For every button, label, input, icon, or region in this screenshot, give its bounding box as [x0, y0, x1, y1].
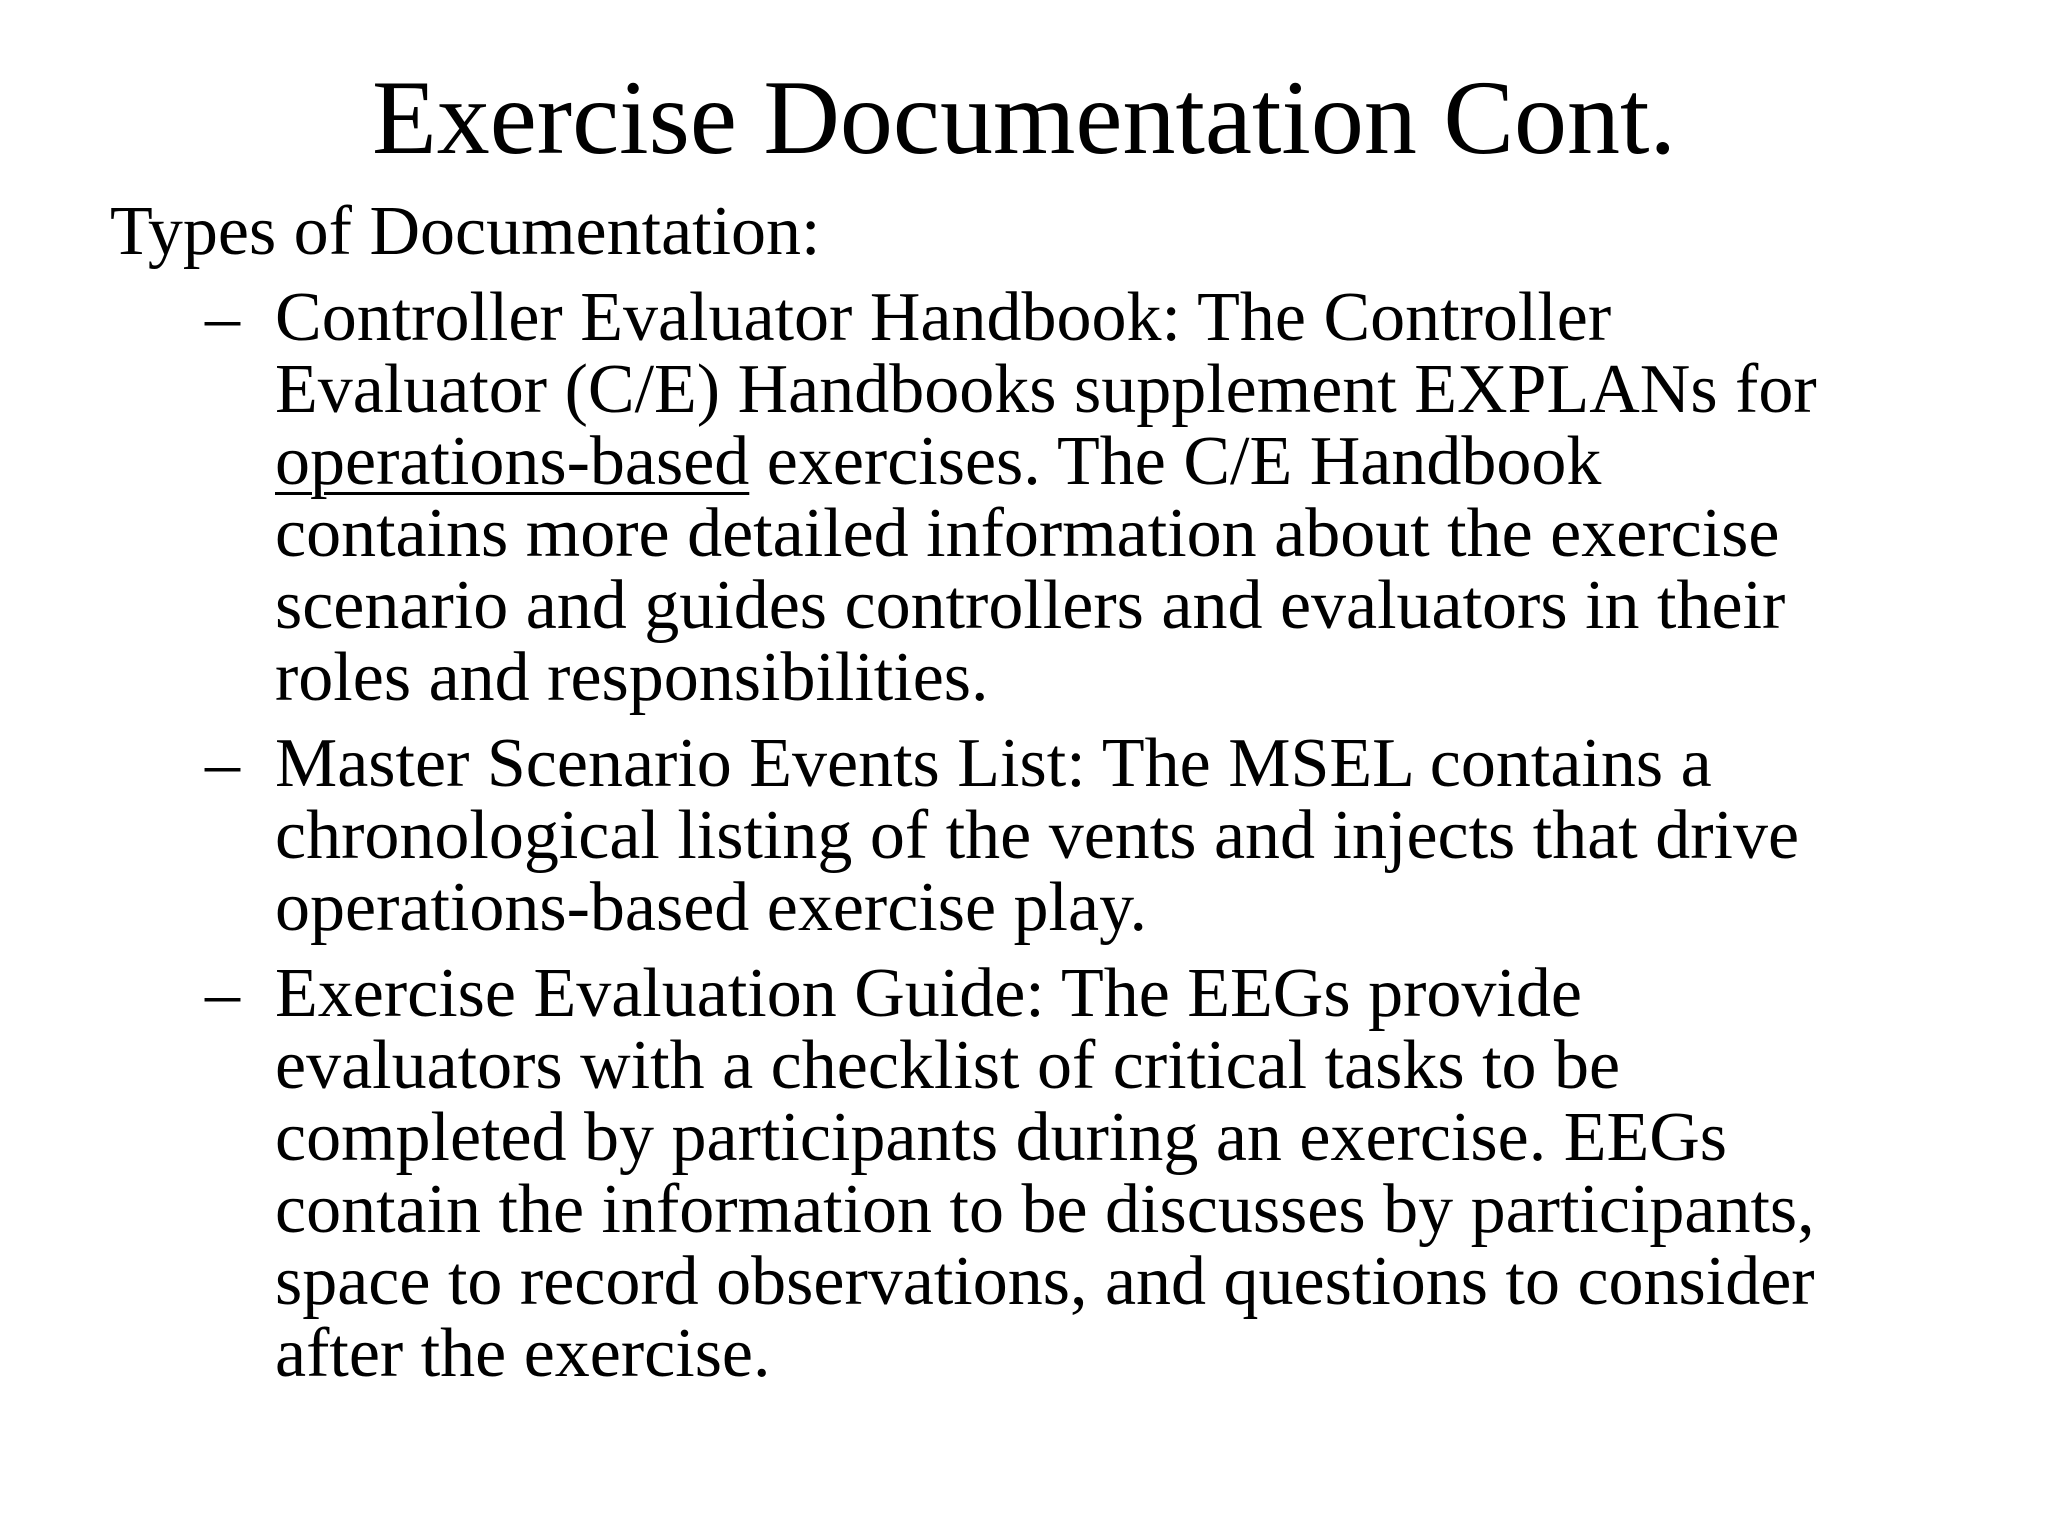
bullet-line: evaluators with a checklist of critical tasks to be: [275, 1027, 1621, 1104]
bullet-line: after the exercise.: [275, 1315, 771, 1392]
bullet-line: contains more detailed information about the exercise: [275, 495, 1780, 572]
bullet-line: Master Scenario Events List: The MSEL contains a: [275, 725, 1712, 802]
dash-marker: –: [205, 955, 240, 1032]
bullet-line: chronological listing of the vents and injects that drive: [275, 797, 1800, 874]
bullet-line: roles and responsibilities.: [275, 639, 989, 716]
bullet-line: Controller Evaluator Handbook: The Controller: [275, 279, 1612, 356]
bullet-line: [275, 423, 1965, 500]
bullet-line: completed by participants during an exercise. EEGs: [275, 1099, 1728, 1176]
bullet-list: [205, 279, 1965, 1404]
bullet-line-rest: exercises. The C/E Handbook: [749, 423, 1602, 500]
dash-marker: –: [205, 279, 240, 356]
bullet-master-scenario-events-list: [205, 725, 1965, 946]
dash-marker: –: [205, 725, 240, 802]
bullet-line: operations-based exercise play.: [275, 869, 1148, 946]
slide-subtitle: Types of Documentation:: [110, 193, 821, 270]
bullet-line: Evaluator (C/E) Handbooks supplement EXPLANs for: [275, 351, 1817, 428]
bullet-exercise-evaluation-guide: [205, 955, 1965, 1392]
bullet-line: scenario and guides controllers and evaluators in their: [275, 567, 1786, 644]
bullet-controller-evaluator-handbook: [205, 279, 1965, 716]
bullet-line: contain the information to be discusses by participants,: [275, 1171, 1815, 1248]
slide-title: Exercise Documentation Cont.: [371, 59, 1677, 176]
bullet-line: space to record observations, and questions to consider: [275, 1243, 1815, 1320]
bullet-line: Exercise Evaluation Guide: The EEGs provide: [275, 955, 1582, 1032]
underlined-term: operations-based: [275, 423, 750, 500]
